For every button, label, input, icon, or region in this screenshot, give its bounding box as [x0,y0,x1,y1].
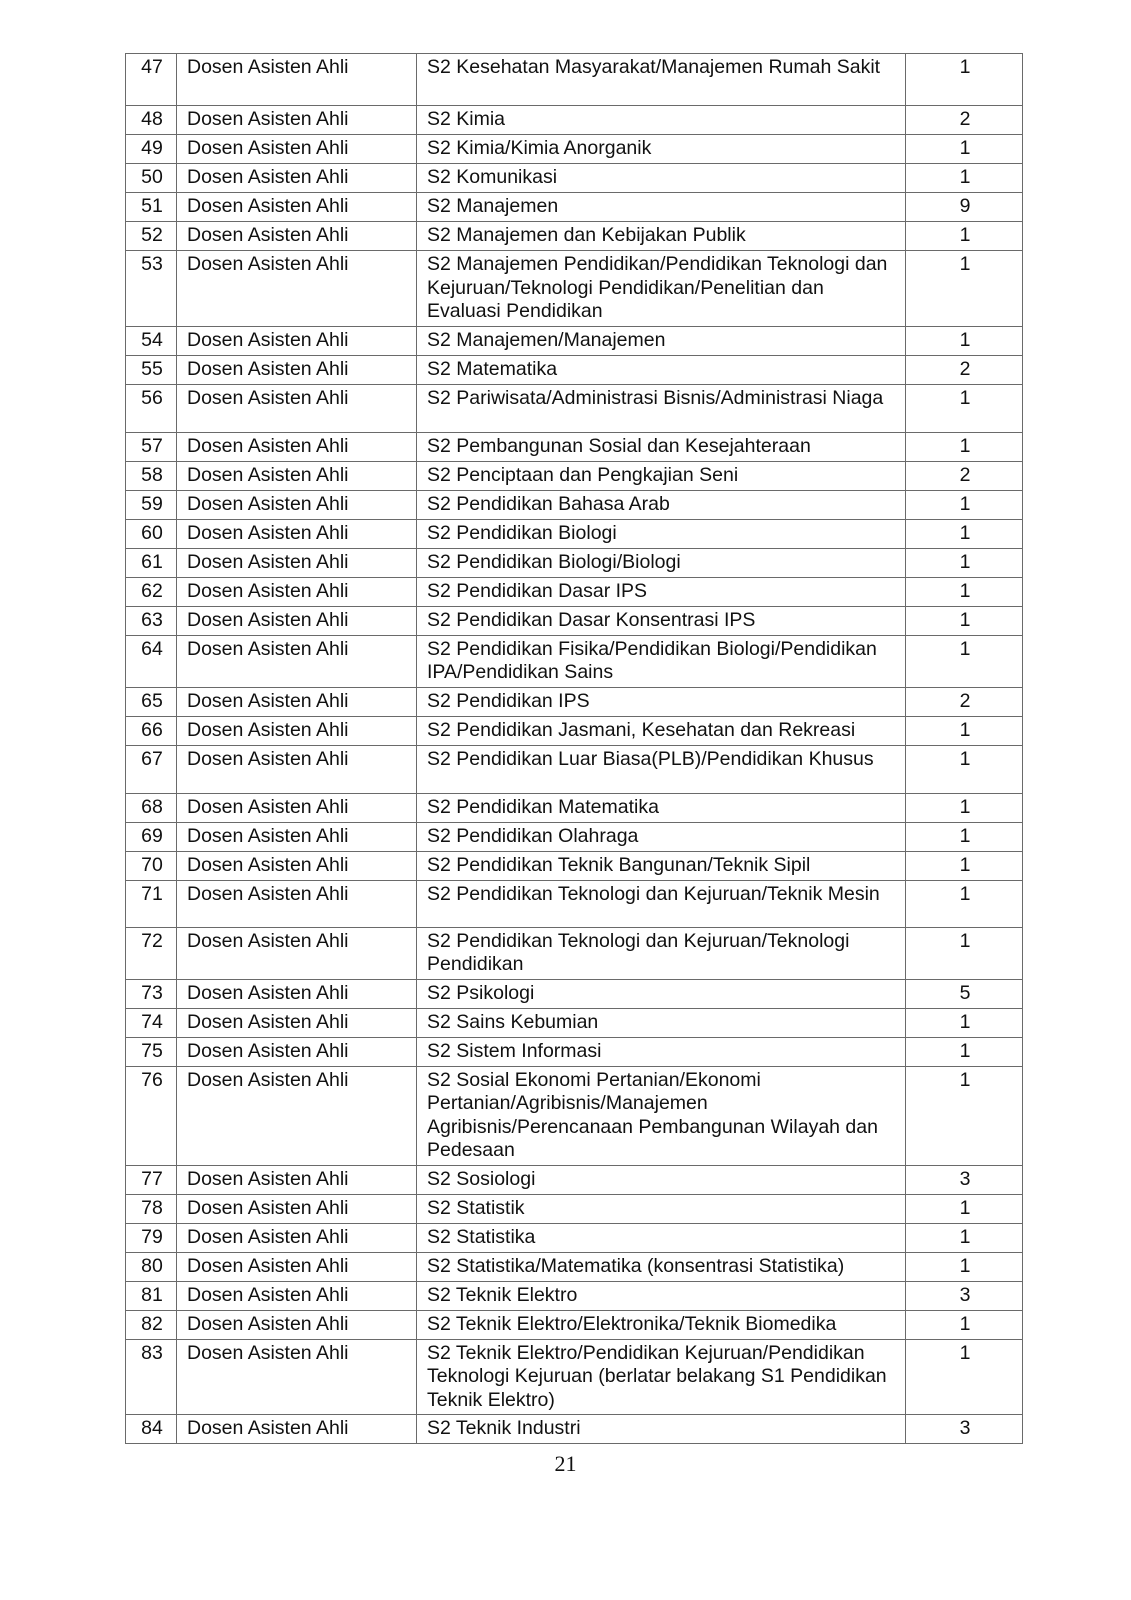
position-cell: Dosen Asisten Ahli [177,222,417,251]
count-cell: 1 [906,1252,1023,1281]
position-cell: Dosen Asisten Ahli [177,384,417,432]
qualification-cell: S2 Pendidikan IPS [417,687,906,716]
qualification-cell: S2 Pendidikan Matematika [417,793,906,822]
table-row [126,326,1023,355]
count-cell: 3 [906,1165,1023,1194]
count-cell: 1 [906,54,1023,106]
table-row [126,851,1023,880]
count-cell: 1 [906,927,1023,979]
row-number: 78 [126,1194,177,1223]
row-number: 62 [126,577,177,606]
qualification-cell: S2 Kesehatan Masyarakat/Manajemen Rumah Sakit [417,54,906,106]
table-row [126,490,1023,519]
table-row [126,461,1023,490]
count-cell: 9 [906,193,1023,222]
position-cell: Dosen Asisten Ahli [177,164,417,193]
row-number: 55 [126,355,177,384]
position-cell: Dosen Asisten Ahli [177,548,417,577]
table-row [126,548,1023,577]
table-row [126,135,1023,164]
table-row [126,193,1023,222]
position-cell: Dosen Asisten Ahli [177,193,417,222]
row-number: 68 [126,793,177,822]
position-cell: Dosen Asisten Ahli [177,135,417,164]
row-number: 57 [126,432,177,461]
position-cell: Dosen Asisten Ahli [177,54,417,106]
qualification-cell: S2 Sosiologi [417,1165,906,1194]
row-number: 66 [126,716,177,745]
table-row [126,164,1023,193]
row-number: 61 [126,548,177,577]
count-cell: 3 [906,1281,1023,1310]
row-number: 81 [126,1281,177,1310]
count-cell: 1 [906,577,1023,606]
count-cell: 5 [906,979,1023,1008]
count-cell: 2 [906,106,1023,135]
row-number: 48 [126,106,177,135]
count-cell: 1 [906,135,1023,164]
qualification-cell: S2 Pendidikan Bahasa Arab [417,490,906,519]
qualification-cell: S2 Pendidikan Dasar Konsentrasi IPS [417,606,906,635]
table-row [126,577,1023,606]
row-number: 82 [126,1310,177,1339]
row-number: 84 [126,1415,177,1444]
count-cell: 1 [906,635,1023,687]
row-number: 69 [126,822,177,851]
count-cell: 1 [906,222,1023,251]
position-cell: Dosen Asisten Ahli [177,1252,417,1281]
qualification-cell: S2 Pendidikan Luar Biasa(PLB)/Pendidikan Khusus [417,745,906,793]
count-cell: 3 [906,1415,1023,1444]
qualification-cell: S2 Pembangunan Sosial dan Kesejahteraan [417,432,906,461]
position-cell: Dosen Asisten Ahli [177,1310,417,1339]
position-cell: Dosen Asisten Ahli [177,635,417,687]
count-cell: 1 [906,251,1023,327]
page-number: 21 [554,1451,577,1476]
row-number: 67 [126,745,177,793]
table-row [126,355,1023,384]
count-cell: 1 [906,716,1023,745]
position-cell: Dosen Asisten Ahli [177,1008,417,1037]
row-number: 72 [126,927,177,979]
qualification-cell: S2 Komunikasi [417,164,906,193]
qualification-cell: S2 Penciptaan dan Pengkajian Seni [417,461,906,490]
position-cell: Dosen Asisten Ahli [177,606,417,635]
position-cell: Dosen Asisten Ahli [177,1223,417,1252]
table-body [126,54,1023,1444]
table-row [126,822,1023,851]
qualification-cell: S2 Sistem Informasi [417,1037,906,1066]
qualification-cell: S2 Pendidikan Jasmani, Kesehatan dan Rekreasi [417,716,906,745]
qualification-cell: S2 Kimia [417,106,906,135]
count-cell: 1 [906,1194,1023,1223]
row-number: 51 [126,193,177,222]
qualification-cell: S2 Sains Kebumian [417,1008,906,1037]
qualification-cell: S2 Pendidikan Biologi [417,519,906,548]
qualification-cell: S2 Manajemen/Manajemen [417,326,906,355]
count-cell: 1 [906,1008,1023,1037]
table-row [126,1310,1023,1339]
row-number: 71 [126,880,177,927]
table-row [126,1252,1023,1281]
count-cell: 1 [906,1339,1023,1415]
count-cell: 1 [906,793,1023,822]
row-number: 74 [126,1008,177,1037]
qualification-cell: S2 Manajemen Pendidikan/Pendidikan Teknologi dan Kejuruan/Teknologi Pendidikan/Penelitian dan Evaluasi Pendidikan [417,251,906,327]
qualification-cell: S2 Statistika [417,1223,906,1252]
table-row [126,1194,1023,1223]
table-row [126,519,1023,548]
row-number: 49 [126,135,177,164]
count-cell: 1 [906,432,1023,461]
row-number: 73 [126,979,177,1008]
table-row [126,716,1023,745]
position-cell: Dosen Asisten Ahli [177,979,417,1008]
count-cell: 1 [906,164,1023,193]
table-row [126,1008,1023,1037]
position-cell: Dosen Asisten Ahli [177,326,417,355]
requirements-table [125,53,1023,1444]
qualification-cell: S2 Pendidikan Dasar IPS [417,577,906,606]
position-cell: Dosen Asisten Ahli [177,490,417,519]
position-cell: Dosen Asisten Ahli [177,251,417,327]
count-cell: 1 [906,822,1023,851]
count-cell: 2 [906,461,1023,490]
count-cell: 2 [906,687,1023,716]
position-cell: Dosen Asisten Ahli [177,716,417,745]
position-cell: Dosen Asisten Ahli [177,519,417,548]
qualification-cell: S2 Pendidikan Olahraga [417,822,906,851]
qualification-cell: S2 Teknik Elektro/Elektronika/Teknik Biomedika [417,1310,906,1339]
row-number: 80 [126,1252,177,1281]
table-row [126,745,1023,793]
qualification-cell: S2 Psikologi [417,979,906,1008]
row-number: 76 [126,1066,177,1165]
count-cell: 1 [906,880,1023,927]
count-cell: 1 [906,851,1023,880]
position-cell: Dosen Asisten Ahli [177,461,417,490]
row-number: 50 [126,164,177,193]
position-cell: Dosen Asisten Ahli [177,1194,417,1223]
position-cell: Dosen Asisten Ahli [177,927,417,979]
qualification-cell: S2 Teknik Elektro [417,1281,906,1310]
table-row [126,1339,1023,1415]
position-cell: Dosen Asisten Ahli [177,432,417,461]
position-cell: Dosen Asisten Ahli [177,1281,417,1310]
table-row [126,432,1023,461]
qualification-cell: S2 Teknik Industri [417,1415,906,1444]
qualification-cell: S2 Matematika [417,355,906,384]
count-cell: 1 [906,1037,1023,1066]
position-cell: Dosen Asisten Ahli [177,355,417,384]
qualification-cell: S2 Manajemen [417,193,906,222]
table-row [126,927,1023,979]
table-row [126,1066,1023,1165]
position-cell: Dosen Asisten Ahli [177,793,417,822]
table-row [126,880,1023,927]
table-row [126,793,1023,822]
qualification-cell: S2 Pariwisata/Administrasi Bisnis/Administrasi Niaga [417,384,906,432]
position-cell: Dosen Asisten Ahli [177,1415,417,1444]
table-row [126,1281,1023,1310]
row-number: 58 [126,461,177,490]
table-row [126,1165,1023,1194]
table-row [126,1415,1023,1444]
position-cell: Dosen Asisten Ahli [177,577,417,606]
table-row [126,106,1023,135]
table-row [126,54,1023,106]
count-cell: 2 [906,355,1023,384]
count-cell: 1 [906,519,1023,548]
position-cell: Dosen Asisten Ahli [177,1339,417,1415]
qualification-cell: S2 Manajemen dan Kebijakan Publik [417,222,906,251]
count-cell: 1 [906,1066,1023,1165]
table-row [126,606,1023,635]
position-cell: Dosen Asisten Ahli [177,106,417,135]
table-row [126,251,1023,327]
row-number: 65 [126,687,177,716]
position-cell: Dosen Asisten Ahli [177,745,417,793]
count-cell: 1 [906,384,1023,432]
table-row [126,635,1023,687]
count-cell: 1 [906,606,1023,635]
position-cell: Dosen Asisten Ahli [177,1165,417,1194]
count-cell: 1 [906,548,1023,577]
position-cell: Dosen Asisten Ahli [177,880,417,927]
row-number: 75 [126,1037,177,1066]
row-number: 54 [126,326,177,355]
qualification-cell: S2 Teknik Elektro/Pendidikan Kejuruan/Pendidikan Teknologi Kejuruan (berlatar belakang S1 Pendidikan Teknik Elektro) [417,1339,906,1415]
row-number: 79 [126,1223,177,1252]
row-number: 63 [126,606,177,635]
row-number: 70 [126,851,177,880]
qualification-cell: S2 Sosial Ekonomi Pertanian/Ekonomi Pertanian/Agribisnis/Manajemen Agribisnis/Perencanaan Pembangunan Wilayah dan Pedesaan [417,1066,906,1165]
count-cell: 1 [906,1223,1023,1252]
row-number: 47 [126,54,177,106]
qualification-cell: S2 Kimia/Kimia Anorganik [417,135,906,164]
table-row [126,1037,1023,1066]
row-number: 77 [126,1165,177,1194]
position-cell: Dosen Asisten Ahli [177,851,417,880]
qualification-cell: S2 Pendidikan Teknologi dan Kejuruan/Teknik Mesin [417,880,906,927]
position-cell: Dosen Asisten Ahli [177,1037,417,1066]
row-number: 83 [126,1339,177,1415]
table-row [126,222,1023,251]
position-cell: Dosen Asisten Ahli [177,687,417,716]
table-row [126,1223,1023,1252]
count-cell: 1 [906,490,1023,519]
qualification-cell: S2 Statistik [417,1194,906,1223]
row-number: 52 [126,222,177,251]
qualification-cell: S2 Pendidikan Teknologi dan Kejuruan/Teknologi Pendidikan [417,927,906,979]
row-number: 64 [126,635,177,687]
position-cell: Dosen Asisten Ahli [177,822,417,851]
qualification-cell: S2 Pendidikan Biologi/Biologi [417,548,906,577]
position-cell: Dosen Asisten Ahli [177,1066,417,1165]
count-cell: 1 [906,326,1023,355]
qualification-cell: S2 Pendidikan Fisika/Pendidikan Biologi/Pendidikan IPA/Pendidikan Sains [417,635,906,687]
qualification-cell: S2 Pendidikan Teknik Bangunan/Teknik Sipil [417,851,906,880]
qualification-cell: S2 Statistika/Matematika (konsentrasi Statistika) [417,1252,906,1281]
table-row [126,384,1023,432]
row-number: 59 [126,490,177,519]
table-row [126,687,1023,716]
row-number: 56 [126,384,177,432]
row-number: 53 [126,251,177,327]
table-row [126,979,1023,1008]
row-number: 60 [126,519,177,548]
count-cell: 1 [906,745,1023,793]
count-cell: 1 [906,1310,1023,1339]
